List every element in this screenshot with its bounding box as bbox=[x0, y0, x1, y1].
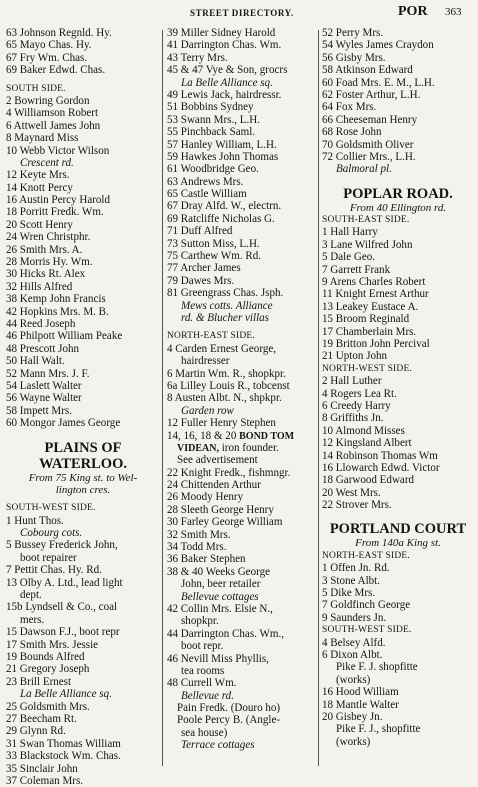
list-item: 5 Dale Geo. bbox=[322, 251, 376, 264]
cross-street: Bellevue cottages bbox=[181, 590, 259, 603]
list-item: 6 Martin Wm. R., shopkpr. bbox=[167, 367, 286, 380]
cross-street: Garden row bbox=[181, 404, 234, 417]
street-heading: POPLAR ROAD. bbox=[343, 185, 453, 202]
list-item: 15 Dawson F.J., boot repr bbox=[6, 626, 120, 639]
list-item: dept. bbox=[20, 589, 42, 602]
list-item: 19 Britton John Percival bbox=[322, 338, 430, 350]
list-item: 34 Todd Mrs. bbox=[167, 541, 227, 554]
list-item: 41 Darrington Chas. Wm. bbox=[167, 39, 282, 52]
list-item: 52 Mann Mrs. J. F. bbox=[6, 367, 90, 380]
list-item: 11 Knight Ernest Arthur bbox=[322, 288, 429, 301]
advertiser-entry bbox=[167, 430, 317, 442]
list-item: 46 Nevill Miss Phyllis, bbox=[167, 652, 269, 665]
list-item: 70 Goldsmith Oliver bbox=[322, 138, 414, 151]
advertiser-note: See advertisement bbox=[177, 454, 258, 467]
cross-street: La Belle Alliance sq. bbox=[181, 76, 273, 89]
list-item: 26 Moody Henry bbox=[167, 491, 244, 504]
list-item: 17 Smith Mrs. Jessie bbox=[6, 638, 99, 651]
list-item: 69 Ratcliffe Nicholas G. bbox=[167, 212, 275, 225]
list-item: 10 Almond Misses bbox=[322, 424, 405, 437]
cross-street: Cobourg cots. bbox=[20, 527, 83, 540]
list-item: 12 Keyte Mrs. bbox=[6, 169, 70, 182]
list-item: 5 Dike Mrs. bbox=[322, 587, 376, 600]
list-item: 46 Philpott William Peake bbox=[6, 330, 123, 343]
list-item: 35 Sinclair John bbox=[6, 762, 78, 775]
section-label: NORTH-EAST SIDE. bbox=[322, 550, 410, 561]
list-item: 1 Hall Harry bbox=[322, 226, 378, 239]
street-heading: WATERLOO. bbox=[39, 455, 127, 472]
list-item: 79 Dawes Mrs. bbox=[167, 274, 235, 287]
list-item: 6 Creedy Harry bbox=[322, 399, 391, 412]
list-item: 67 Dray Alfd. W., electrn. bbox=[167, 200, 282, 213]
list-item: 10 Webb Victor Wilson bbox=[6, 144, 110, 157]
column-2 bbox=[167, 27, 317, 752]
list-item: 17 Chamberlain Mrs. bbox=[322, 325, 417, 338]
list-item: 3 Lane Wilfred John bbox=[322, 238, 413, 251]
list-item: 66 Cheeseman Henry bbox=[322, 113, 418, 126]
list-item: 75 Carthew Wm. Rd. bbox=[167, 250, 261, 263]
list-item: 72 Collier Mrs., L.H. bbox=[322, 150, 416, 163]
list-item: 1 Offen Jn. Rd. bbox=[322, 562, 390, 575]
list-item: 57 Hanley William, L.H. bbox=[167, 138, 277, 151]
list-item: 4 Belsey Alfd. bbox=[322, 636, 386, 649]
list-item: 32 Hills Alfred bbox=[6, 280, 73, 293]
list-item: 45 & 47 Vye & Son, grocrs bbox=[167, 64, 288, 77]
list-item: 51 Bobbins Sydney bbox=[167, 101, 254, 114]
section-label: SOUTH-WEST SIDE. bbox=[6, 503, 96, 514]
list-item: 33 Blackstock Wm. Chas. bbox=[6, 750, 121, 763]
list-item: 65 Mayo Chas. Hy. bbox=[6, 39, 92, 52]
list-item: 42 Collin Mrs. Elsie N., bbox=[167, 602, 273, 615]
list-item: 13 Olby A. Ltd., lead light bbox=[6, 576, 123, 589]
list-item: 60 Mongor James George bbox=[6, 417, 121, 430]
advertiser-numbers: 14, 16, 18 & 20 bbox=[167, 429, 237, 442]
list-item: 6 Attwell James John bbox=[6, 119, 101, 132]
list-item: 16 Austin Percy Harold bbox=[6, 194, 111, 207]
list-item: 48 Prescott John bbox=[6, 342, 80, 355]
advertiser-name: VIDEAN, bbox=[177, 442, 219, 454]
list-item: Pike F. J. shopfitte bbox=[336, 661, 418, 674]
street-subheading: lington cres. bbox=[55, 483, 111, 496]
list-item: 53 Swann Mrs., L.H. bbox=[167, 113, 260, 126]
list-item: 77 Archer James bbox=[167, 262, 241, 275]
list-item: 20 West Mrs. bbox=[322, 486, 381, 499]
section-label: SOUTH-EAST SIDE. bbox=[322, 215, 410, 226]
advertiser-entry bbox=[167, 442, 317, 454]
cross-street: rd. & Blucher villas bbox=[181, 311, 269, 324]
list-item: Pike F. J., shopfitte bbox=[336, 723, 421, 736]
list-item: 63 Johnson Regnld. Hy. bbox=[6, 27, 112, 39]
list-item: 23 Brill Ernest bbox=[6, 675, 72, 688]
list-item: boot repr. bbox=[181, 640, 224, 653]
list-item: 8 Griffiths Jn. bbox=[322, 412, 384, 425]
column-1 bbox=[6, 27, 160, 787]
list-item: 24 Chittenden Arthur bbox=[167, 479, 261, 492]
list-item: 20 Scott Henry bbox=[6, 218, 73, 231]
cross-street: Terrace cottages bbox=[181, 739, 255, 752]
list-item: 42 Hopkins Mrs. M. B. bbox=[6, 305, 109, 318]
street-heading: PORTLAND COURT bbox=[329, 521, 467, 538]
list-item: 44 Darrington Chas. Wm., bbox=[167, 627, 285, 640]
list-item: 32 Smith Mrs. bbox=[167, 528, 231, 541]
list-item: tea rooms bbox=[181, 664, 225, 677]
street-heading: PLAINS OF bbox=[44, 439, 122, 456]
list-item: (works) bbox=[336, 735, 371, 748]
list-item: 60 Foad Mrs. E. M., L.H. bbox=[322, 76, 435, 89]
list-item: 2 Hall Luther bbox=[322, 375, 382, 388]
list-item: 26 Smith Mrs. A. bbox=[6, 243, 83, 256]
list-item: 63 Andrews Mrs. bbox=[167, 175, 244, 188]
list-item: 37 Coleman Mrs. bbox=[6, 774, 84, 787]
list-item: 39 Miller Sidney Harold bbox=[167, 27, 276, 39]
list-item: 22 Knight Fredk., fishmngr. bbox=[167, 466, 291, 479]
list-item: 52 Perry Mrs. bbox=[322, 27, 384, 39]
list-item: boot repairer bbox=[20, 551, 77, 564]
list-item: 12 Kingsland Albert bbox=[322, 437, 412, 450]
list-item: 49 Lewis Jack, hairdressr. bbox=[167, 88, 282, 101]
list-item: 16 Llowarch Edwd. Victor bbox=[322, 461, 440, 474]
list-item: 71 Duff Alfred bbox=[167, 225, 233, 238]
list-item: (works) bbox=[336, 673, 371, 686]
list-item: hairdresser bbox=[181, 355, 230, 368]
street-subheading: From 140a King st. bbox=[355, 537, 441, 550]
list-item: 54 Laslett Walter bbox=[6, 379, 82, 392]
list-item: 5 Bussey Frederick John, bbox=[6, 539, 118, 552]
street-subheading: From 40 Ellington rd. bbox=[349, 201, 447, 214]
list-item: 30 Farley George William bbox=[167, 516, 283, 529]
list-item: 62 Foster Arthur, L.H. bbox=[322, 88, 421, 101]
list-item: 6 Dixon Albt. bbox=[322, 649, 383, 661]
list-item: 73 Sutton Miss, L.H. bbox=[167, 237, 260, 250]
list-item: 50 Hall Walt. bbox=[6, 355, 65, 368]
list-item: 56 Gisby Mrs. bbox=[322, 51, 386, 64]
page-number: 363 bbox=[445, 6, 462, 18]
list-item: 48 Currell Wm. bbox=[167, 677, 237, 690]
column-rule-2 bbox=[318, 30, 319, 766]
list-item: 28 Sleeth George Henry bbox=[167, 503, 274, 516]
page-header bbox=[0, 0, 478, 26]
list-item: 1 Hunt Thos. bbox=[6, 514, 64, 527]
list-item: 38 & 40 Weeks George bbox=[167, 565, 271, 578]
list-item: 69 Baker Edwd. Chas. bbox=[6, 64, 106, 77]
column-3 bbox=[322, 27, 474, 748]
list-item: Poole Percy B. (Angle- bbox=[177, 714, 281, 727]
list-item: 6a Lilley Louis R., tobcenst bbox=[167, 379, 290, 392]
list-item: 4 Carden Ernest George, bbox=[167, 342, 277, 355]
list-item: 2 Bowring Gordon bbox=[6, 94, 90, 107]
list-item: 44 Reed Joseph bbox=[6, 317, 76, 330]
list-item: 65 Castle William bbox=[167, 188, 247, 201]
list-item: 58 Atkinson Edward bbox=[322, 64, 413, 77]
list-item: 3 Stone Albt. bbox=[322, 574, 381, 587]
list-item: 8 Austen Albt. N., shpkpr. bbox=[167, 392, 282, 405]
list-item: 22 Strover Mrs. bbox=[322, 499, 392, 512]
advertiser-name: BOND TOM bbox=[239, 430, 295, 442]
list-item: mers. bbox=[20, 613, 45, 626]
list-item: 58 Impett Mrs. bbox=[6, 404, 72, 417]
list-item: 15 Broom Reginald bbox=[322, 313, 410, 326]
list-item: 28 Morris Hy. Wm. bbox=[6, 256, 93, 269]
list-item: 56 Wayne Walter bbox=[6, 392, 82, 405]
list-item: John, beer retailer bbox=[181, 578, 261, 591]
list-item: 12 Fuller Henry Stephen bbox=[167, 417, 276, 430]
list-item: 7 Pettit Chas. Hy. Rd. bbox=[6, 564, 102, 577]
header-title: STREET DIRECTORY. bbox=[190, 8, 294, 18]
list-item: 25 Goldsmith Mrs. bbox=[6, 700, 90, 713]
list-item: 54 Wyles James Craydon bbox=[322, 39, 434, 52]
list-item: 4 Rogers Lea Rt. bbox=[322, 387, 397, 400]
section-label: SOUTH SIDE. bbox=[6, 83, 66, 94]
list-item: 67 Fry Wm. Chas. bbox=[6, 51, 88, 64]
list-item: 68 Rose John bbox=[322, 126, 382, 139]
list-item: 7 Goldfinch George bbox=[322, 599, 411, 612]
list-item: 27 Beecham Rt. bbox=[6, 712, 77, 725]
list-item: 31 Swan Thomas William bbox=[6, 737, 121, 750]
list-item: 55 Pinchback Saml. bbox=[167, 126, 256, 139]
list-item: 15b Lyndsell & Co., coal bbox=[6, 601, 118, 614]
list-item: 9 Saunders Jn. bbox=[322, 611, 387, 624]
list-item: 38 Kemp John Francis bbox=[6, 293, 106, 306]
list-item: 9 Arens Charles Robert bbox=[322, 276, 426, 289]
cross-street: Bellevue rd. bbox=[181, 689, 234, 702]
list-item: 4 Williamson Robert bbox=[6, 107, 99, 120]
list-item: 43 Terry Mrs. bbox=[167, 51, 228, 64]
list-item: 30 Hicks Rt. Alex bbox=[6, 268, 86, 281]
list-item: 8 Maynard Miss bbox=[6, 132, 79, 145]
list-item: 20 Gisbey Jn. bbox=[322, 710, 383, 723]
cross-street: Crescent rd. bbox=[20, 156, 74, 169]
list-item: shopkpr. bbox=[181, 615, 219, 628]
street-abbreviation: POR bbox=[398, 4, 428, 19]
list-item: 19 Bounds Alfred bbox=[6, 651, 85, 663]
list-item: 21 Upton John bbox=[322, 350, 388, 363]
list-item: 21 Gregory Joseph bbox=[6, 663, 90, 676]
list-item: 14 Knott Percy bbox=[6, 181, 73, 194]
cross-street: Balmoral pl. bbox=[336, 163, 392, 176]
list-item: 7 Garrett Frank bbox=[322, 263, 391, 276]
advertiser-trade: iron founder. bbox=[221, 441, 279, 454]
list-item: sea house) bbox=[181, 726, 228, 739]
cross-street: La Belle Alliance sq. bbox=[20, 688, 112, 701]
section-label: NORTH-WEST SIDE. bbox=[322, 363, 413, 374]
list-item: 14 Robinson Thomas Wm bbox=[322, 449, 438, 462]
section-label: SOUTH-WEST SIDE. bbox=[322, 625, 412, 636]
street-subheading: From 75 King st. to Wel- bbox=[28, 471, 138, 484]
list-item: 64 Fox Mrs. bbox=[322, 101, 377, 114]
list-item: 29 Glynn Rd. bbox=[6, 725, 66, 738]
list-item: 18 Mantle Walter bbox=[322, 698, 399, 711]
list-item: 16 Hood William bbox=[322, 686, 399, 699]
list-item: 24 Wren Christphr. bbox=[6, 231, 91, 244]
list-item: 18 Garwood Edward bbox=[322, 474, 415, 487]
list-item: 59 Hawkes John Thomas bbox=[167, 150, 279, 163]
list-item: 36 Baker Stephen bbox=[167, 553, 246, 566]
list-item: 18 Porritt Fredk. Wm. bbox=[6, 206, 104, 219]
list-item: 81 Greengrass Chas. Jsph. bbox=[167, 287, 284, 300]
cross-street: Mews cotts. Alliance bbox=[181, 299, 273, 312]
list-item: 13 Leakey Eustace A. bbox=[322, 300, 419, 313]
list-item: Pain Fredk. (Douro ho) bbox=[177, 702, 281, 715]
column-rule-1 bbox=[162, 30, 163, 766]
list-item: 61 Woodbridge Geo. bbox=[167, 163, 259, 176]
section-label: NORTH-EAST SIDE. bbox=[167, 331, 255, 342]
